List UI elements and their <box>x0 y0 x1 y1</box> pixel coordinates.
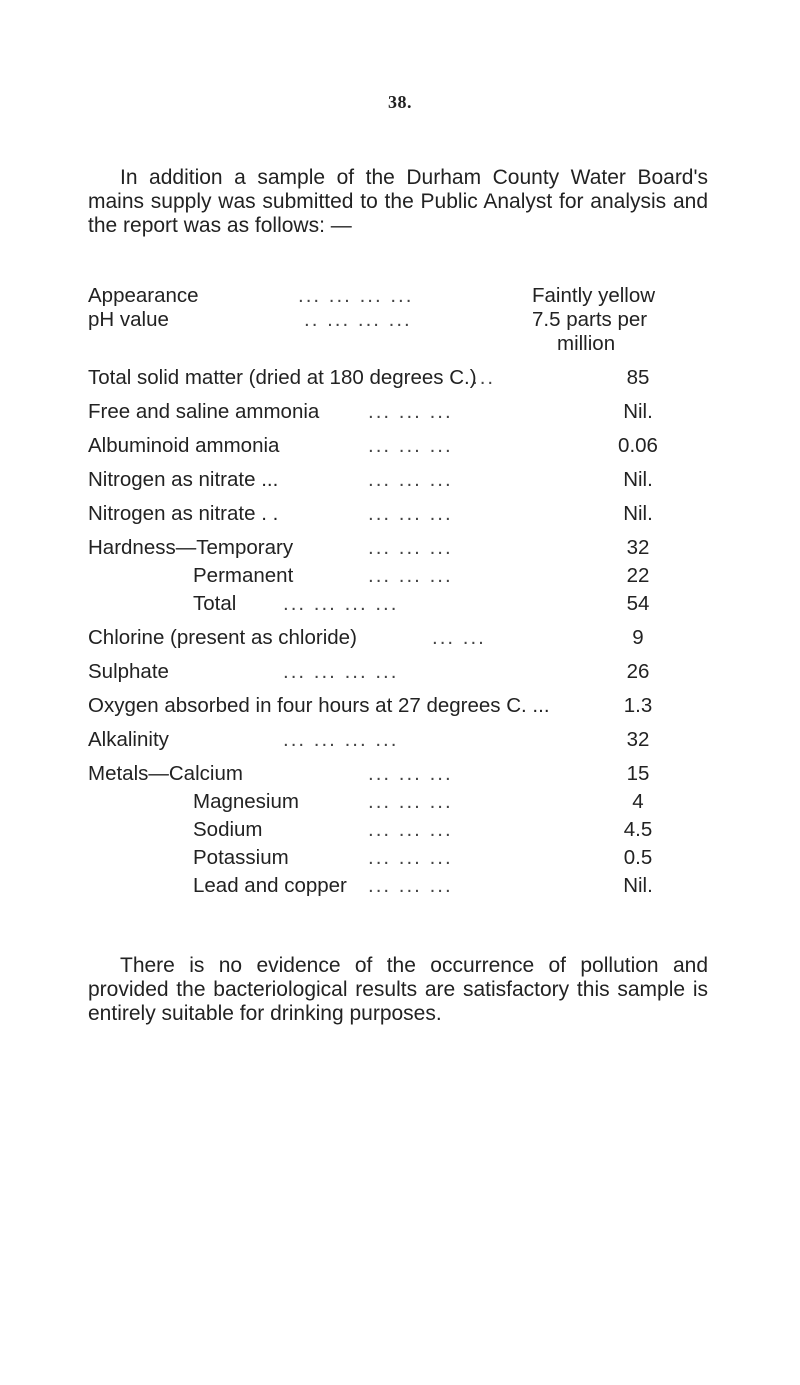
row-alkalinity <box>88 728 728 752</box>
row-sodium <box>88 818 728 842</box>
leader-dots: ... ... ... <box>368 400 453 423</box>
page-number: 38. <box>388 92 412 112</box>
intro-paragraph: In addition a sample of the Durham County Water Board's mains supply was submitted to the Public Analyst for analysis and the report was as follows: — <box>88 166 708 237</box>
row-value: 4.5 <box>623 818 653 841</box>
row-value-continuation: million <box>557 332 616 355</box>
row-value: Nil. <box>623 502 653 525</box>
row-value: 0.06 <box>618 434 658 457</box>
row-label: Free and saline ammonia <box>88 400 320 423</box>
row-label: Nitrogen as nitrate ... <box>88 468 279 491</box>
row-value: 54 <box>626 592 650 615</box>
row-value: Nil. <box>623 468 653 491</box>
row-label: Magnesium <box>193 790 299 813</box>
leader-dots: ... ... ... <box>368 818 453 841</box>
row-magnesium <box>88 790 728 814</box>
leader-dots: .. ... ... ... <box>304 308 412 331</box>
leader-dots: ... ... ... ... <box>283 660 399 683</box>
leader-dots: ... ... ... <box>368 846 453 869</box>
row-label: Nitrogen as nitrate . . <box>88 502 279 525</box>
row-lead-copper <box>88 874 728 898</box>
row-value: 7.5 parts per <box>532 308 648 331</box>
row-value: 26 <box>626 660 650 683</box>
row-appearance <box>88 284 728 308</box>
row-label: Metals—Calcium <box>88 762 243 785</box>
leader-dots: ... <box>472 366 496 389</box>
row-label: Hardness—Temporary <box>88 536 294 559</box>
row-label: Alkalinity <box>88 728 169 751</box>
row-label: Potassium <box>193 846 289 869</box>
row-value: 1.3 <box>623 694 653 717</box>
leader-dots: ... ... ... <box>368 874 453 897</box>
row-value: 4 <box>632 790 644 813</box>
row-hardness-temporary <box>88 536 728 560</box>
row-value: 22 <box>626 564 650 587</box>
row-label: Sodium <box>193 818 263 841</box>
row-ph-value-cont <box>88 332 728 356</box>
row-value: 15 <box>626 762 650 785</box>
closing-paragraph: There is no evidence of the occurrence of pollution and provided the bacteriological results are satisfactory this sample is entirely suitable for drinking purposes. <box>88 954 708 1025</box>
row-value: 9 <box>632 626 644 649</box>
leader-dots: ... ... ... ... <box>298 284 414 307</box>
row-oxygen-absorbed <box>88 694 728 718</box>
leader-dots: ... ... ... <box>368 468 453 491</box>
row-label: Total <box>193 592 237 615</box>
leader-dots: ... ... <box>432 626 486 649</box>
row-value: Nil. <box>623 400 653 423</box>
row-chlorine <box>88 626 728 650</box>
row-label: Chlorine (present as chloride) <box>88 626 357 649</box>
leader-dots: ... ... ... <box>368 502 453 525</box>
row-total-solid <box>88 366 728 390</box>
row-value: 0.5 <box>623 846 653 869</box>
row-ph-value <box>88 308 728 332</box>
row-label: Total solid matter (dried at 180 degrees C.) <box>88 366 477 389</box>
leader-dots: ... ... ... <box>368 564 453 587</box>
leader-dots: ... ... ... ... <box>283 728 399 751</box>
row-sulphate <box>88 660 728 684</box>
row-label: Sulphate <box>88 660 169 683</box>
row-potassium <box>88 846 728 870</box>
row-nitrogen-2 <box>88 502 728 526</box>
row-free-ammonia <box>88 400 728 424</box>
row-nitrogen-1 <box>88 468 728 492</box>
row-label: Albuminoid ammonia <box>88 434 280 457</box>
row-label: Appearance <box>88 284 199 307</box>
leader-dots: ... ... ... <box>368 536 453 559</box>
leader-dots: ... ... ... ... <box>283 592 399 615</box>
row-label: Permanent <box>193 564 294 587</box>
leader-dots: ... ... ... <box>368 762 453 785</box>
row-calcium <box>88 762 728 786</box>
row-label: pH value <box>88 308 169 331</box>
row-label: Oxygen absorbed in four hours at 27 degrees C. ... <box>88 694 550 717</box>
row-value: Faintly yellow <box>532 284 656 307</box>
analysis-table <box>88 284 728 898</box>
row-value: 85 <box>626 366 650 389</box>
row-value: Nil. <box>623 874 653 897</box>
row-value: 32 <box>626 536 650 559</box>
row-albuminoid <box>88 434 728 458</box>
leader-dots: ... ... ... <box>368 434 453 457</box>
row-label: Lead and copper <box>193 874 347 897</box>
leader-dots: ... ... ... <box>368 790 453 813</box>
row-hardness-permanent <box>88 564 728 588</box>
row-hardness-total <box>88 592 728 616</box>
row-value: 32 <box>626 728 650 751</box>
